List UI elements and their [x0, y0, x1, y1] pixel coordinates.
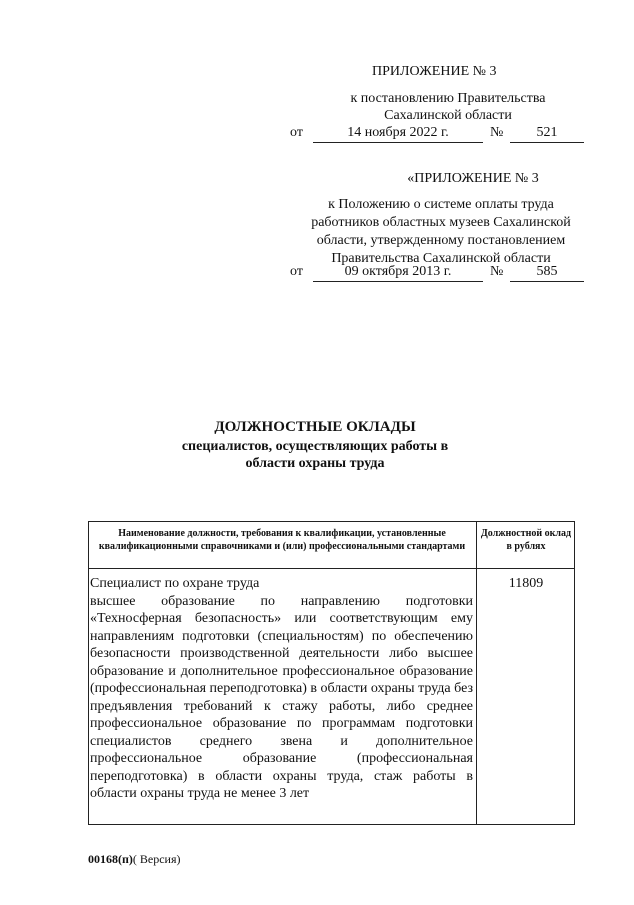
prev-appendix-from-label: от — [290, 264, 303, 279]
document-subtitle-line-2: области охраны труда — [245, 456, 385, 471]
prev-appendix-number-sign: № — [490, 264, 504, 279]
appendix-line-1: к постановлению Правительства — [350, 91, 546, 106]
footer-code: 00168(п) — [88, 852, 133, 866]
prev-appendix-title: «ПРИЛОЖЕНИЕ № 3 — [407, 171, 539, 186]
prev-appendix-number: 585 — [510, 263, 584, 282]
prev-appendix-line-2: работников областных музеев Сахалинской — [311, 215, 571, 230]
appendix-number: 521 — [510, 124, 584, 143]
footer — [88, 852, 181, 867]
prev-appendix-line-4: Правительства Сахалинской области — [331, 251, 551, 266]
table-header-salary: Должностной оклад в рублях — [480, 528, 572, 552]
prev-appendix-line-1: к Положению о системе оплаты труда — [328, 197, 554, 212]
document-title: ДОЛЖНОСТНЫЕ ОКЛАДЫ — [214, 419, 416, 435]
footer-version: ( Версия) — [132, 852, 181, 866]
document-subtitle — [150, 438, 480, 472]
prev-appendix-block — [296, 196, 586, 268]
table-column-divider — [476, 521, 477, 825]
table-header-divider — [88, 568, 575, 569]
appendix-number-sign: № — [490, 125, 504, 140]
table-row — [90, 575, 473, 803]
position-name: Специалист по охране труда — [90, 576, 260, 591]
table-header-position: Наименование должности, требования к квалификации, установленные квалификационными справочниками и (или) профессиональными стандартами — [98, 528, 466, 552]
appendix-from-label: от — [290, 125, 303, 140]
appendix-line-2: Сахалинской области — [384, 108, 512, 123]
position-requirements: высшее образование по направлению подготовки «Техносферная безопасность» или соответствующим ему направлениям подготовки (специальностям) по обеспечению безопасности производственной деятельности либо высшее образование и дополнительное профессиональное образование (профессиональная переподготовка) в области охраны труда без предъявления требований к стажу работы, либо среднее профессиональное образование по программам подготовки специалистов среднего звена и дополнительное профессиональное образование (профессиональная переподготовка) в области охраны труда, стаж работы в области охраны труда не менее 3 лет — [90, 593, 473, 801]
salary-value: 11809 — [508, 576, 544, 591]
document-subtitle-line-1: специалистов, осуществляющих работы в — [181, 439, 449, 454]
appendix-title: ПРИЛОЖЕНИЕ № 3 — [372, 64, 497, 79]
prev-appendix-line-3: области, утвержденному постановлением — [316, 233, 566, 248]
prev-appendix-date: 09 октября 2013 г. — [313, 263, 483, 282]
appendix-date: 14 ноября 2022 г. — [313, 124, 483, 143]
